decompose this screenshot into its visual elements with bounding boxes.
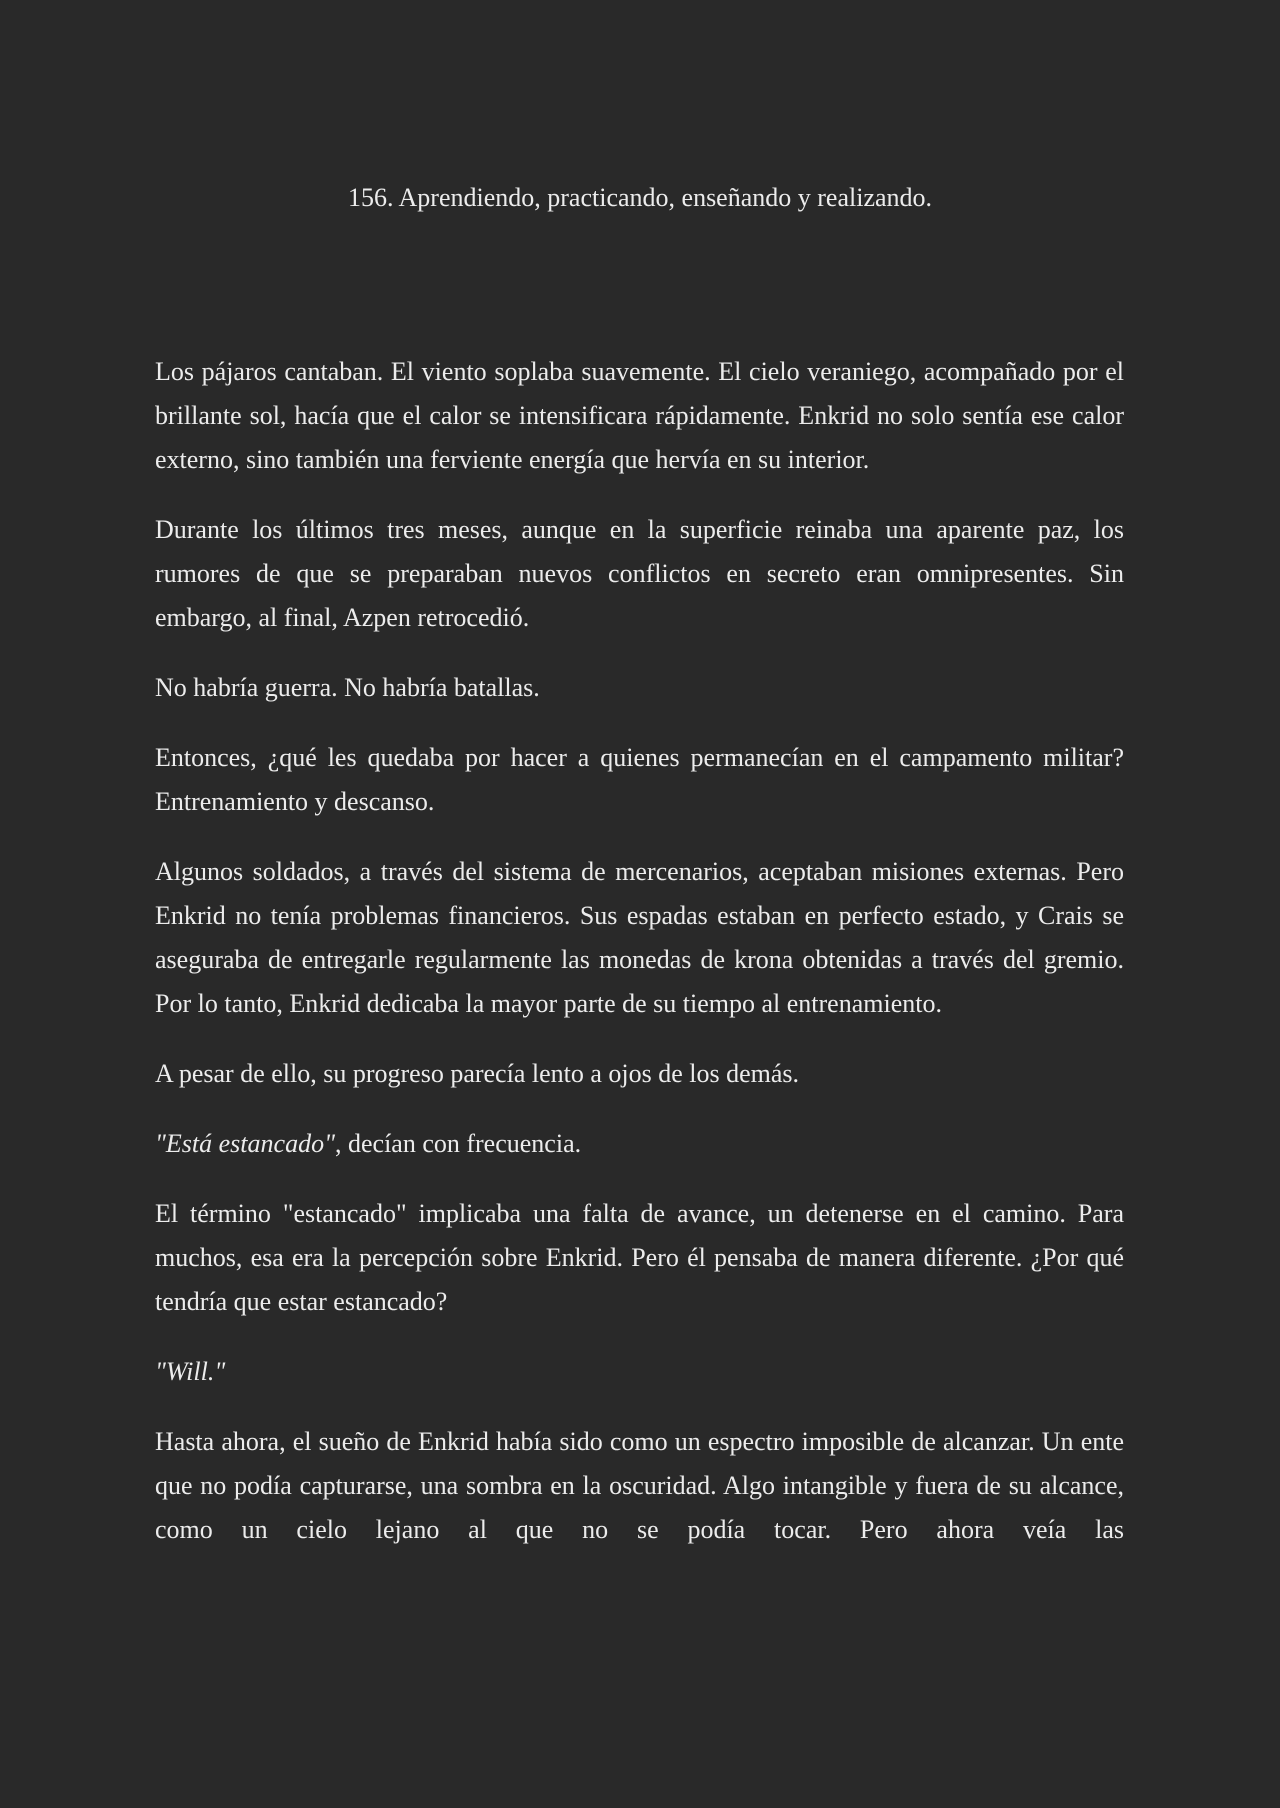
paragraph: Entonces, ¿qué les quedaba por hacer a quienes permanecían en el campamento militar? Entrenamiento y descanso.: [155, 743, 1124, 816]
quote-italic: "Will.": [155, 1357, 226, 1386]
chapter-title: 156. Aprendiendo, practicando, enseñando y realizando.: [347, 183, 933, 212]
paragraph: Hasta ahora, el sueño de Enkrid había sido como un espectro imposible de alcanzar. Un ente que no podía capturarse, una sombra en la oscuridad. Algo intangible y fuera de su alcance, como un cielo lejano al que no se podía tocar. Pero ahora veía las: [155, 1427, 1124, 1544]
paragraph: Algunos soldados, a través del sistema de mercenarios, aceptaban misiones externas. Pero Enkrid no tenía problemas financieros. Sus espadas estaban en perfecto estado, y Crais se aseguraba de entregarle regularmente las monedas de krona obtenidas a través del gremio. Por lo tanto, Enkrid dedicaba la mayor parte de su tiempo al entrenamiento.: [155, 857, 1124, 1018]
paragraph: El término "estancado" implicaba una falta de avance, un detenerse en el camino. Para muchos, esa era la percepción sobre Enkrid. Pero él pensaba de manera diferente. ¿Por qué tendría que estar estancado?: [155, 1199, 1124, 1316]
paragraph: A pesar de ello, su progreso parecía lento a ojos de los demás.: [155, 1059, 800, 1088]
chapter-body: [155, 350, 1124, 1578]
paragraph: No habría guerra. No habría batallas.: [155, 673, 540, 702]
paragraph: Los pájaros cantaban. El viento soplaba suavemente. El cielo veraniego, acompañado por el brillante sol, hacía que el calor se intensificara rápidamente. Enkrid no solo sentía ese calor externo, sino también una ferviente energía que hervía en su interior.: [155, 357, 1124, 474]
quote-italic: "Está estancado": [155, 1129, 335, 1158]
paragraph: Durante los últimos tres meses, aunque en la superficie reinaba una aparente paz, los rumores de que se preparaban nuevos conflictos en secreto eran omnipresentes. Sin embargo, al final, Azpen retrocedió.: [155, 515, 1124, 632]
quote-rest: , decían con frecuencia.: [334, 1129, 582, 1158]
quote-paragraph: [155, 1350, 1124, 1394]
quote-paragraph: [155, 1122, 1124, 1166]
